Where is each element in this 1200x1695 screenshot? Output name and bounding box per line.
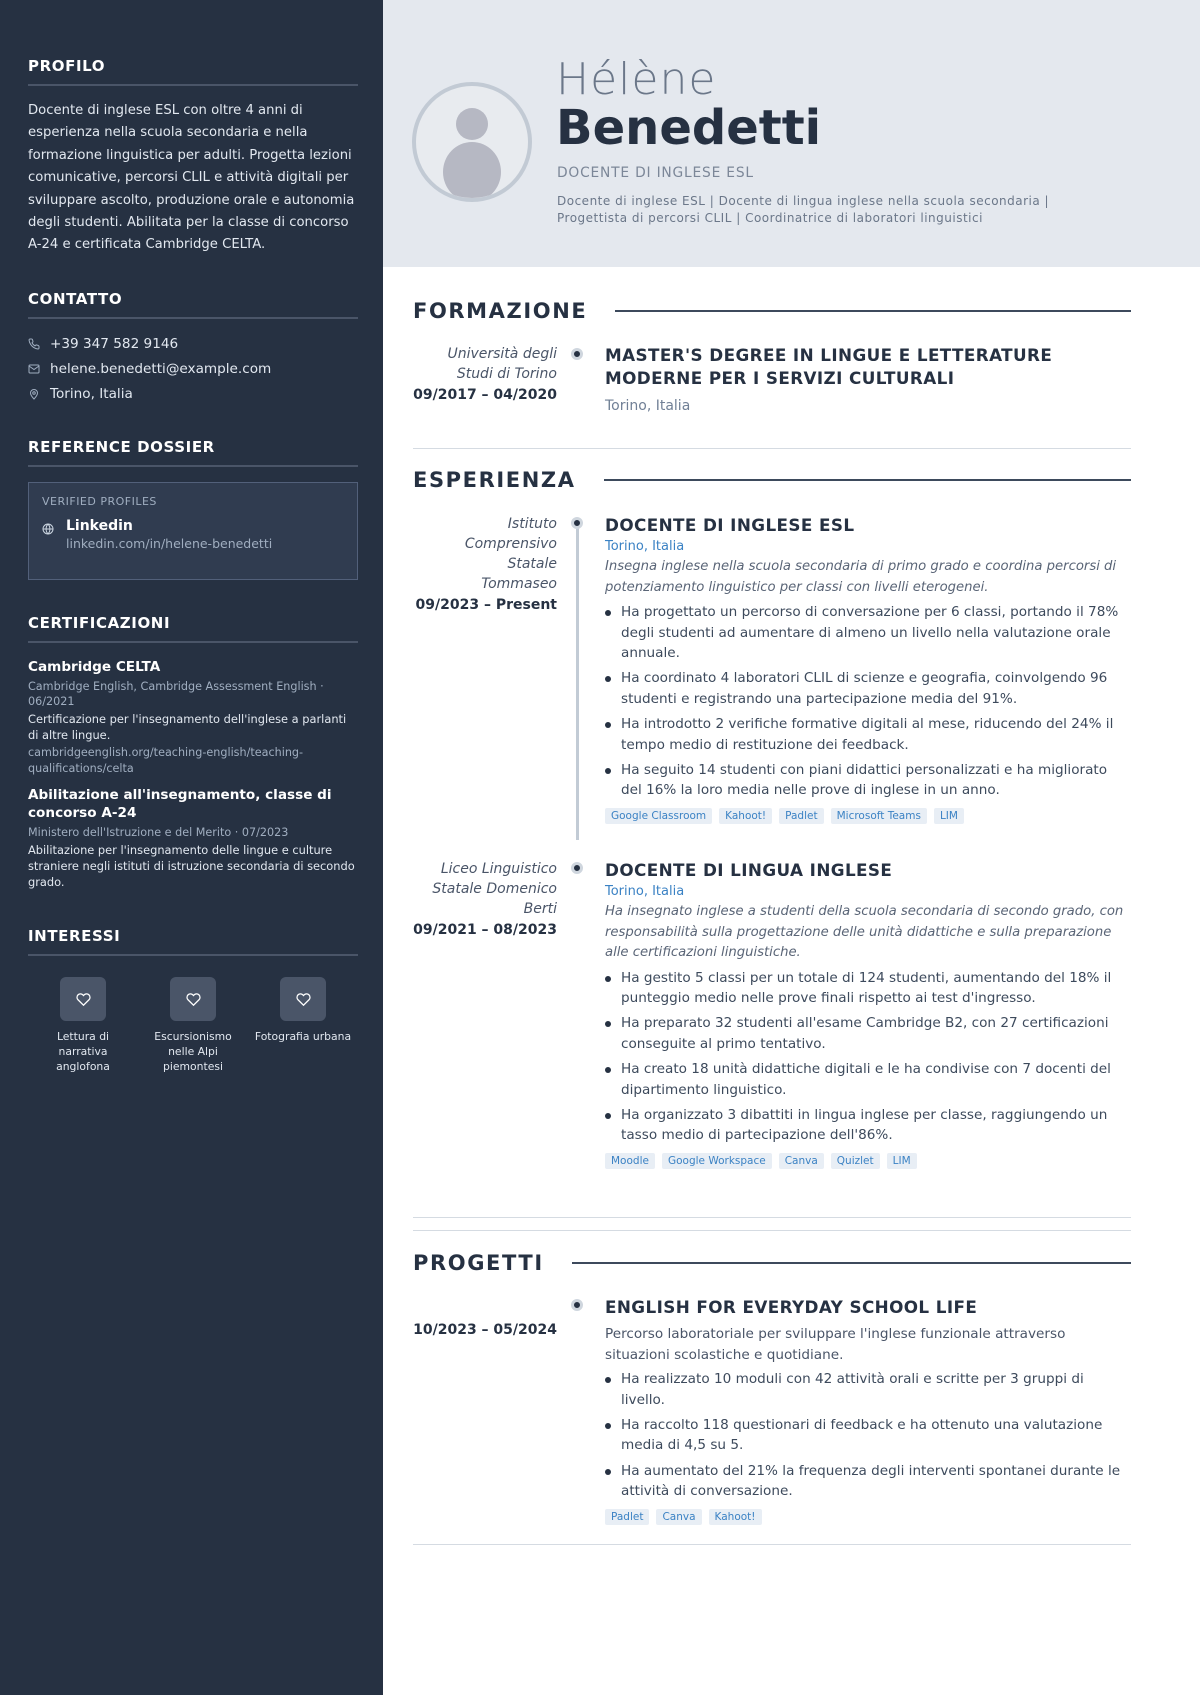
contact-section (28, 290, 358, 406)
skill-tags (605, 1509, 1131, 1525)
location-pin-icon (28, 388, 50, 400)
phone-text: +39 347 582 9146 (50, 335, 179, 352)
experience-title: ESPERIENZA (413, 468, 576, 492)
tagline: Docente di inglese ESL | Docente di lingua inglese nella scuola secondaria | Progettista di percorsi CLIL | Coordinatrice di laboratori linguistici (557, 194, 1050, 225)
certification-issuer: Cambridge English, Cambridge Assessment English · 06/2021 (28, 680, 324, 708)
resume-header (383, 0, 1200, 267)
job-title: DOCENTE DI INGLESE ESL (557, 165, 754, 181)
experience-org: Istituto Comprensivo Statale Tommaseo (464, 516, 557, 592)
reference-name: Linkedin (66, 518, 133, 534)
interest-label: Fotografia urbana (254, 1030, 352, 1043)
certification-url[interactable]: cambridgeenglish.org/teaching-english/teaching-qualifications/celta (28, 746, 304, 775)
certification-desc: Abilitazione per l'insegnamento delle lingue e culture straniere negli istituti di istruzione secondaria di secondo grado. (28, 843, 355, 889)
bullet-item: Ha aumentato del 21% la frequenza degli interventi spontanei durante le attività di conversazione. (605, 1461, 1131, 1502)
interest-item (248, 977, 358, 1074)
experience-entry (413, 859, 1131, 1189)
projects-heading (413, 1251, 1131, 1275)
contact-email[interactable] (28, 356, 358, 381)
reference-url: linkedin.com/in/helene-benedetti (66, 536, 273, 551)
profile-title: PROFILO (28, 57, 358, 86)
profile-section (28, 57, 358, 257)
skill-tags (605, 1153, 1131, 1169)
first-name: Hélène (556, 54, 717, 105)
skill-tag: LIM (934, 808, 964, 824)
reference-title: REFERENCE DOSSIER (28, 438, 358, 467)
certification-item (28, 658, 358, 777)
heart-icon (280, 977, 326, 1021)
education-dates: 09/2017 – 04/2020 (413, 387, 557, 403)
education-location: Torino, Italia (605, 398, 691, 414)
education-title: FORMAZIONE (413, 299, 588, 323)
interest-item (138, 977, 248, 1074)
skill-tag: Canva (779, 1153, 824, 1169)
skill-tag: Google Classroom (605, 808, 712, 824)
experience-location: Torino, Italia (605, 539, 685, 554)
skill-tag: Moodle (605, 1153, 655, 1169)
skill-tag: Padlet (779, 808, 823, 824)
location-text: Torino, Italia (50, 385, 133, 402)
reference-section (28, 438, 358, 580)
bullet-item: Ha creato 18 unità didattiche digitali e le ha condivise con 7 docenti del dipartimento linguistico. (605, 1059, 1131, 1100)
bullet-item: Ha raccolto 118 questionari di feedback e ha ottenuto una valutazione media di 4,5 su 5. (605, 1415, 1131, 1456)
timeline-dot (571, 517, 583, 529)
experience-bullets (605, 968, 1131, 1146)
bullet-item: Ha introdotto 2 verifiche formative digitali al mese, riducendo del 24% il tempo medio di restituzione dei feedback. (605, 714, 1131, 755)
last-name: Benedetti (556, 100, 822, 156)
bullet-item: Ha gestito 5 classi per un totale di 124 studenti, aumentando del 18% il punteggio medio nelle prove finali rispetto ai test d'ingresso. (605, 968, 1131, 1009)
education-degree: MASTER'S DEGREE IN LINGUE E LETTERATURE MODERNE PER I SERVIZI CULTURALI (605, 345, 1053, 388)
experience-location: Torino, Italia (605, 884, 685, 899)
certification-desc: Certificazione per l'insegnamento dell'inglese a parlanti di altre lingue. (28, 712, 347, 742)
bullet-item: Ha realizzato 10 moduli con 42 attività orali e scritte per 3 gruppi di livello. (605, 1369, 1131, 1410)
interest-label: Lettura di narrativa anglofona (56, 1030, 110, 1073)
certification-item (28, 786, 358, 890)
interest-label: Escursionismo nelle Alpi piemontesi (154, 1030, 232, 1073)
experience-role: DOCENTE DI LINGUA INGLESE (605, 860, 893, 880)
projects-title: PROGETTI (413, 1251, 544, 1275)
skill-tag: Google Workspace (662, 1153, 772, 1169)
project-desc: Percorso laboratoriale per sviluppare l'inglese funzionale attraverso situazioni scolastiche e quotidiane. (605, 1326, 1066, 1363)
interests-title: INTERESSI (28, 927, 358, 956)
experience-role: DOCENTE DI INGLESE ESL (605, 515, 855, 535)
experience-entry (413, 514, 1131, 844)
certification-name: Cambridge CELTA (28, 659, 161, 675)
phone-icon (28, 338, 50, 350)
section-divider (413, 448, 1131, 449)
heart-icon (60, 977, 106, 1021)
email-text: helene.benedetti@example.com (50, 360, 272, 377)
contact-phone[interactable] (28, 331, 358, 356)
section-divider (413, 1544, 1131, 1545)
profile-text: Docente di inglese ESL con oltre 4 anni di esperienza nella scuola secondaria e nella formazione linguistica per adulti. Progetta lezioni comunicative, percorsi CLIL e attività digitali per sviluppare ascolto, produzione orale e autonomia degli studenti. Abilitata per la classe di concorso A-24 e certificata Cambridge CELTA. (28, 103, 355, 253)
certifications-section (28, 614, 358, 890)
heading-rule (615, 310, 1131, 312)
bullet-item: Ha coordinato 4 laboratori CLIL di scienze e geografia, coinvolgendo 96 studenti e registrando una partecipazione media del 91%. (605, 668, 1131, 709)
heading-rule (572, 1262, 1131, 1264)
avatar (412, 82, 532, 202)
contact-title: CONTATTO (28, 290, 358, 319)
experience-heading (413, 468, 1131, 492)
experience-desc: Insegna inglese nella scuola secondaria di primo grado e coordina percorsi di potenziamento linguistico per classi con livelli eterogenei. (605, 559, 1117, 595)
bullet-item: Ha seguito 14 studenti con piani didattici personalizzati e ha migliorato del 16% la loro media nelle prove di inglese in un anno. (605, 760, 1131, 801)
project-dates: 10/2023 – 05/2024 (413, 1322, 557, 1338)
reference-box (28, 482, 358, 580)
timeline-dot (571, 1299, 583, 1311)
education-org: Università degli Studi di Torino (447, 346, 557, 382)
project-name: ENGLISH FOR EVERYDAY SCHOOL LIFE (605, 1297, 978, 1317)
skill-tag: Quizlet (831, 1153, 880, 1169)
education-heading (413, 299, 1131, 323)
sidebar (0, 0, 383, 1695)
education-entry (413, 344, 1131, 414)
bullet-item: Ha organizzato 3 dibattiti in lingua inglese per classe, raggiungendo un tasso medio di partecipazione dell'86%. (605, 1105, 1131, 1146)
skill-tag: Canva (656, 1509, 701, 1525)
section-divider (413, 1217, 1131, 1218)
heading-rule (604, 479, 1131, 481)
section-divider (413, 1230, 1131, 1231)
timeline-dot (571, 862, 583, 874)
experience-bullets (605, 602, 1131, 801)
experience-dates: 09/2023 – Present (415, 597, 557, 613)
timeline-dot (571, 348, 583, 360)
project-entry (413, 1296, 1131, 1523)
certification-name: Abilitazione all'insegnamento, classe di concorso A-24 (28, 787, 332, 821)
linkedin-profile-link[interactable] (42, 518, 344, 551)
skill-tag: Kahoot! (709, 1509, 762, 1525)
certification-issuer: Ministero dell'Istruzione e del Merito · 07/2023 (28, 826, 289, 839)
reference-label: VERIFIED PROFILES (42, 495, 157, 508)
heart-icon (170, 977, 216, 1021)
mail-icon (28, 363, 50, 375)
interests-section (28, 927, 358, 1074)
person-icon (416, 86, 528, 198)
experience-org: Liceo Linguistico Statale Domenico Berti (432, 861, 557, 917)
skill-tag: Microsoft Teams (831, 808, 927, 824)
skill-tag: Kahoot! (719, 808, 772, 824)
bullet-item: Ha progettato un percorso di conversazione per 6 classi, portando il 78% degli studenti ad aumentare di almeno un livello nella valutazione orale annuale. (605, 602, 1131, 664)
skill-tag: Padlet (605, 1509, 649, 1525)
contact-location (28, 381, 358, 406)
skill-tags (605, 808, 1131, 824)
certifications-title: CERTIFICAZIONI (28, 614, 358, 643)
project-bullets (605, 1369, 1131, 1502)
experience-desc: Ha insegnato inglese a studenti della scuola secondaria di secondo grado, con responsabilità sulla progettazione delle unità didattiche e sulla preparazione alle certificazioni linguistiche. (605, 904, 1124, 961)
skill-tag: LIM (887, 1153, 917, 1169)
experience-dates: 09/2021 – 08/2023 (413, 922, 557, 938)
bullet-item: Ha preparato 32 studenti all'esame Cambridge B2, con 27 certificazioni conseguite al primo tentativo. (605, 1013, 1131, 1054)
interest-item (28, 977, 138, 1074)
globe-icon (42, 518, 66, 551)
